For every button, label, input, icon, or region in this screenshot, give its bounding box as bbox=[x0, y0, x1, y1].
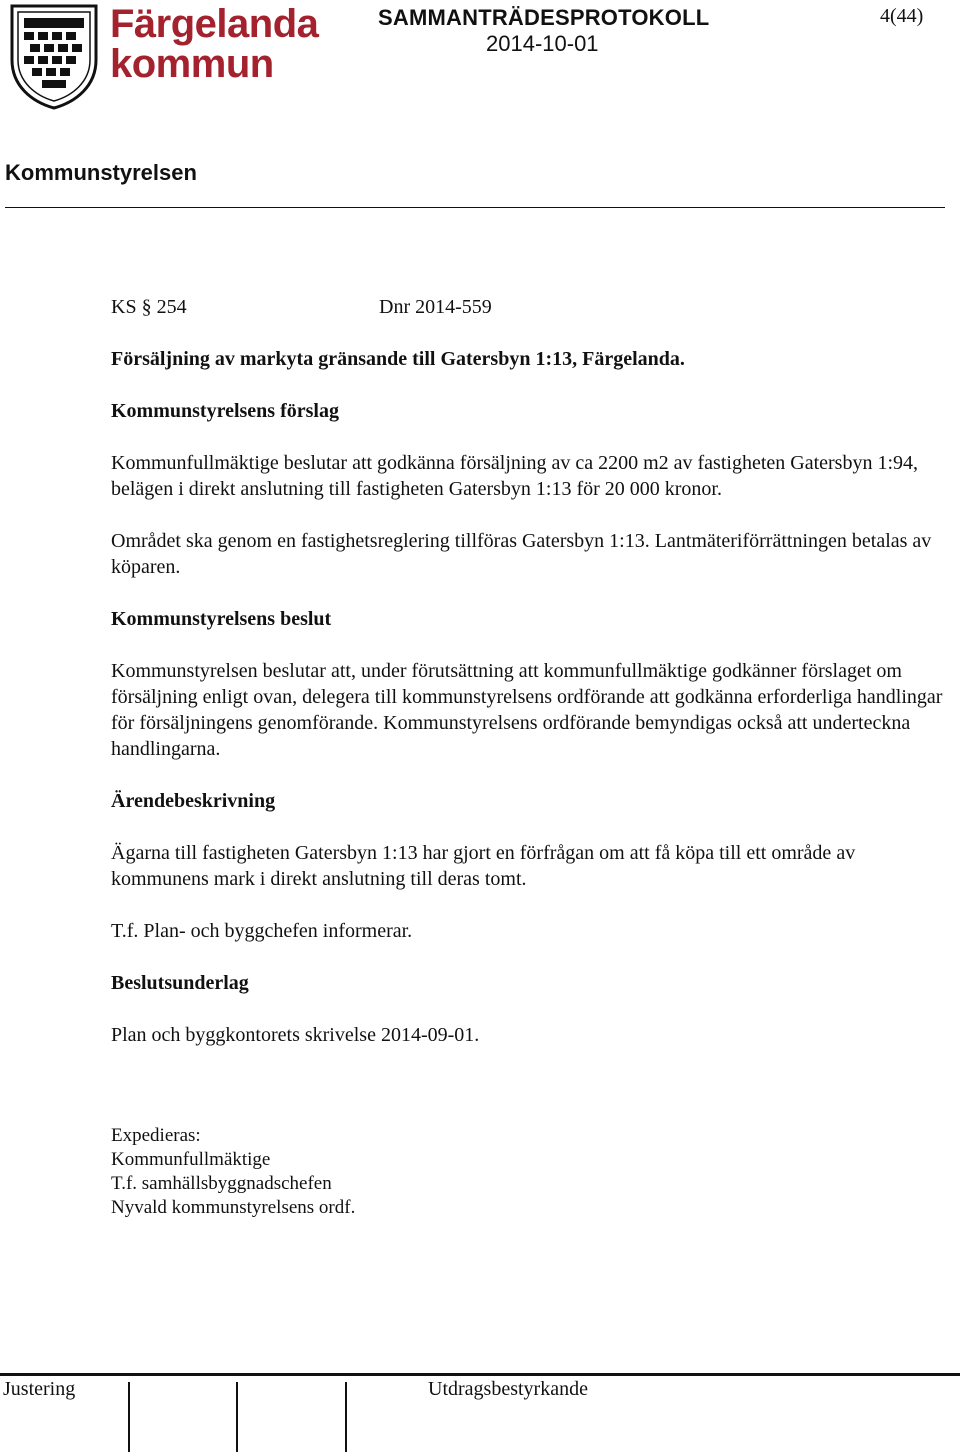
paragraph-forslag-1: Kommunfullmäktige beslutar att godkänna försäljning av ca 2200 m2 av fastigheten Gatersbyn 1:94, belägen i direkt anslutning till fastigheten Gatersbyn 1:13 för 20 000 kronor. bbox=[111, 452, 919, 500]
body-name: Kommunstyrelsen bbox=[5, 160, 197, 185]
logo-text-line1: Färgelanda bbox=[110, 2, 319, 46]
municipality-logo bbox=[6, 2, 319, 112]
expedieras-item: Kommunfullmäktige bbox=[111, 1149, 271, 1170]
diary-number: Dnr 2014-559 bbox=[379, 296, 492, 318]
expedieras-item: Nyvald kommunstyrelsens ordf. bbox=[111, 1197, 356, 1218]
footer-utdrag-label: Utdragsbestyrkande bbox=[428, 1378, 588, 1400]
page-number: 4(44) bbox=[880, 5, 924, 27]
section-heading-forslag: Kommunstyrelsens förslag bbox=[111, 400, 339, 422]
protocol-content bbox=[111, 294, 956, 1220]
header-divider bbox=[5, 207, 945, 208]
paragraph-arende-1: Ägarna till fastigheten Gatersbyn 1:13 har gjort en förfrågan om att få köpa till ett område av kommunens mark i direkt anslutning till deras tomt. bbox=[111, 842, 856, 890]
paragraph-arende-2: T.f. Plan- och byggchefen informerar. bbox=[111, 920, 413, 942]
logo-text-line2: kommun bbox=[110, 42, 274, 86]
signature-box-divider bbox=[345, 1382, 347, 1452]
signature-box-divider bbox=[128, 1382, 130, 1452]
ks-paragraph-number: KS § 254 bbox=[111, 296, 187, 318]
document-type: SAMMANTRÄDESPROTOKOLL bbox=[378, 5, 710, 30]
expedieras-label: Expedieras: bbox=[111, 1125, 201, 1146]
paragraph-beslut-1: Kommunstyrelsen beslutar att, under förutsättning att kommunfullmäktige godkänner förslaget om försäljning enligt ovan, delegera till kommunstyrelsens ordförande att godkänna erforderliga handlingar för försäljningens genomförande. Kommunstyrelsens ordförande bemyndigas också att underteckna handlingarna. bbox=[111, 660, 943, 760]
signature-box-divider bbox=[236, 1382, 238, 1452]
paragraph-forslag-2: Området ska genom en fastighetsreglering tillföras Gatersbyn 1:13. Lantmäteriförrättningen betalas av köparen. bbox=[111, 530, 932, 578]
section-heading-beslut: Kommunstyrelsens beslut bbox=[111, 608, 332, 630]
footer-divider bbox=[0, 1373, 960, 1376]
footer-justering-label: Justering bbox=[3, 1378, 76, 1400]
coat-of-arms-icon bbox=[6, 2, 102, 110]
case-title: Försäljning av markyta gränsande till Gatersbyn 1:13, Färgelanda. bbox=[111, 348, 685, 370]
document-date: 2014-10-01 bbox=[486, 31, 599, 56]
case-reference-line bbox=[111, 294, 956, 320]
section-heading-arende: Ärendebeskrivning bbox=[111, 790, 276, 812]
paragraph-underlag-1: Plan och byggkontorets skrivelse 2014-09-01. bbox=[111, 1024, 480, 1046]
section-heading-underlag: Beslutsunderlag bbox=[111, 972, 249, 994]
expedieras-item: T.f. samhällsbyggnadschefen bbox=[111, 1173, 332, 1194]
expedieras-block bbox=[111, 1124, 956, 1220]
